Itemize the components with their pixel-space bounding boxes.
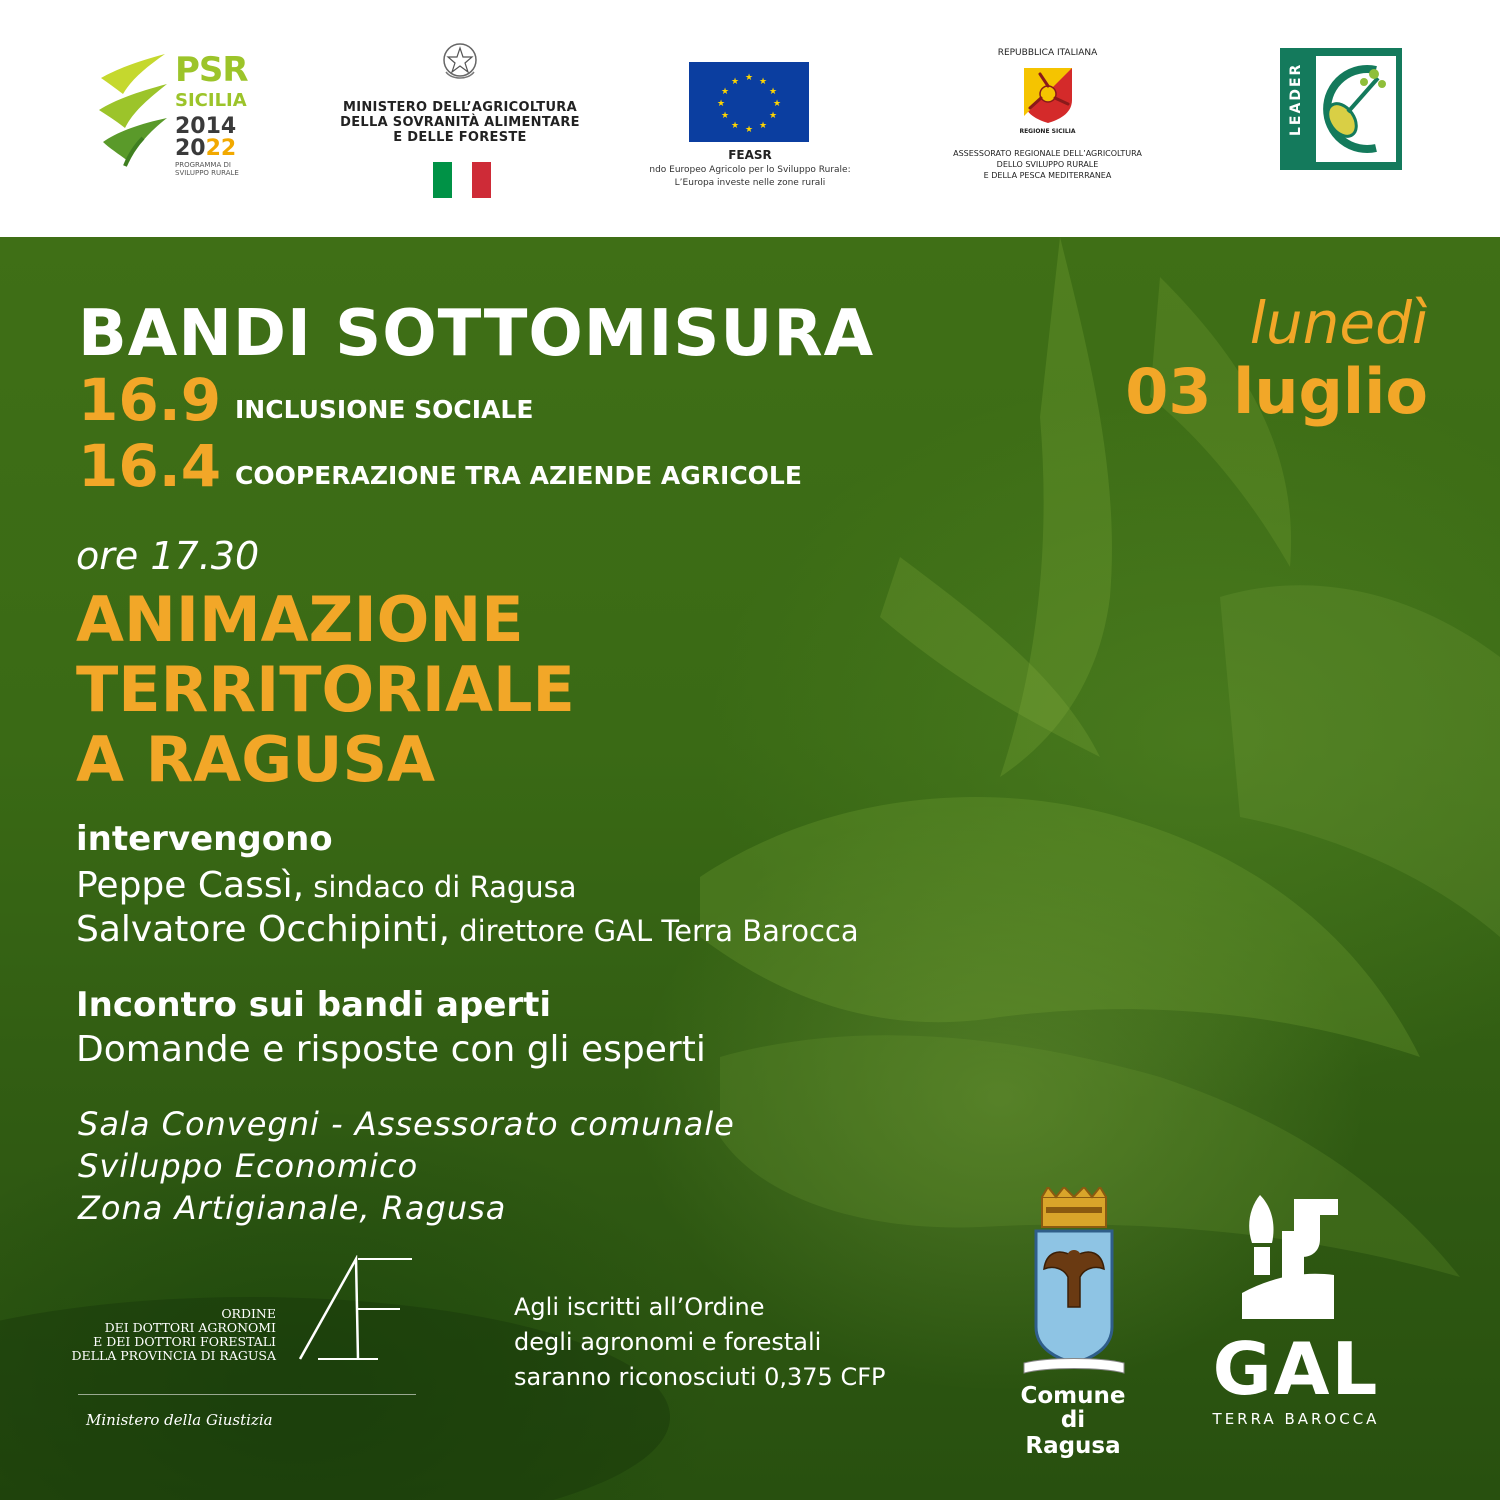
svg-text:★: ★	[758, 77, 768, 87]
svg-text:★: ★	[720, 111, 730, 121]
republic-label: REPUBBLICA ITALIANA	[997, 48, 1098, 58]
comune-name: Comune	[1020, 1383, 1126, 1409]
svg-text:★: ★	[772, 99, 782, 109]
leader-emblem-icon	[1316, 56, 1396, 162]
leader-word: LEADER	[1288, 62, 1304, 136]
ordine-name: ORDINE DEI DOTTORI AGRONOMI E DEI DOTTORI FORESTALI DELLA PROVINCIA DI RAGUSA	[71, 1306, 276, 1363]
cfp-line: Agli iscritti all’Ordine	[514, 1293, 765, 1321]
comune-city: di Ragusa	[1025, 1407, 1121, 1459]
svg-text:★: ★	[758, 121, 768, 131]
logo-header	[0, 0, 1500, 237]
meeting-subtitle: Domande e risposte con gli esperti	[76, 1029, 706, 1070]
italian-emblem-icon	[440, 38, 480, 84]
svg-text:★: ★	[730, 77, 740, 87]
ragusa-crest-icon	[1018, 1187, 1130, 1377]
gal-subtitle: TERRA BAROCCA	[1212, 1410, 1380, 1428]
measure-label: COOPERAZIONE TRA AZIENDE AGRICOLE	[235, 461, 802, 490]
event-hero	[0, 237, 1500, 1500]
meeting-title: Incontro sui bandi aperti	[76, 985, 552, 1025]
cfp-line: degli agronomi e forestali	[514, 1328, 822, 1356]
svg-text:★: ★	[730, 121, 740, 131]
psr-region: SICILIA	[175, 90, 247, 111]
speaker-line	[76, 865, 577, 906]
measure-label: INCLUSIONE SOCIALE	[235, 395, 534, 424]
svg-text:★: ★	[716, 99, 726, 109]
svg-text:★: ★	[720, 87, 730, 97]
psr-year-end: 2022	[175, 136, 237, 161]
divider	[78, 1394, 416, 1395]
speaker-name: Salvatore Occhipinti,	[76, 909, 450, 950]
comune-ragusa-logo	[1010, 1187, 1140, 1459]
event-title-line: ANIMAZIONE	[76, 583, 524, 656]
event-title-line: A RAGUSA	[76, 723, 436, 796]
psr-title: PSR	[175, 50, 248, 90]
ordine-agronomi-logo	[71, 1255, 418, 1435]
ministero-logo	[325, 38, 595, 203]
location-line: Sala Convegni - Assessorato comunale	[78, 1105, 735, 1143]
ministry-label: Ministero della Giustizia	[86, 1411, 273, 1429]
cfp-line: saranno riconosciuti 0,375 CFP	[514, 1363, 886, 1391]
psr-program: PROGRAMMA DI SVILUPPO RURALE	[175, 161, 239, 177]
speakers-heading: intervengono	[76, 819, 333, 859]
svg-text:★: ★	[744, 73, 754, 83]
svg-text:★: ★	[768, 111, 778, 121]
speaker-role: sindaco di Ragusa	[304, 870, 577, 904]
speaker-name: Peppe Cassì,	[76, 865, 305, 906]
trinacria-shield-icon	[1022, 66, 1074, 124]
svg-text:★: ★	[768, 87, 778, 97]
psr-sicilia-logo	[95, 48, 255, 188]
psr-leaves-icon	[95, 48, 173, 180]
measure-number: 16.9	[78, 366, 222, 434]
gal-name: GAL	[1212, 1327, 1380, 1411]
event-title-line: TERRITORIALE	[76, 653, 575, 726]
event-day: lunedì	[1249, 289, 1428, 357]
feasr-description: ndo Europeo Agricolo per lo Sviluppo Rurale: L’Europa investe nelle zone rurali	[649, 165, 851, 188]
location-line: Sviluppo Economico	[78, 1147, 419, 1185]
gal-terra-barocca-logo	[1198, 1195, 1398, 1435]
event-time: ore 17.30	[76, 534, 260, 578]
speaker-line	[76, 909, 859, 950]
feasr-name: FEASR	[728, 148, 772, 162]
af-monogram-icon	[296, 1255, 418, 1373]
eu-flag-icon	[689, 62, 809, 142]
measure-number: 16.4	[78, 432, 222, 500]
ministero-name: MINISTERO DELL’AGRICOLTURA DELLA SOVRANITÀ ALIMENTARE E DELLE FORESTE	[340, 100, 580, 145]
italian-flag-icon	[433, 162, 491, 198]
location-line: Zona Artigianale, Ragusa	[78, 1189, 507, 1227]
speaker-role: direttore GAL Terra Barocca	[450, 914, 859, 948]
leader-logo	[1280, 48, 1402, 170]
regione-sicilia-logo	[940, 46, 1155, 191]
svg-text:★: ★	[744, 125, 754, 135]
feasr-logo	[640, 60, 870, 195]
regione-name: REGIONE SICILIA	[1019, 128, 1076, 135]
event-date: 03 luglio	[1125, 355, 1428, 428]
heading-bandi: BANDI SOTTOMISURA	[78, 297, 875, 371]
gal-emblem-icon	[1242, 1195, 1342, 1319]
psr-year-start: 2014	[175, 114, 237, 139]
assessorato-name: ASSESSORATO REGIONALE DELL’AGRICOLTURA DELLO SVILUPPO RURALE E DELLA PESCA MEDITERRANEA	[953, 149, 1142, 180]
